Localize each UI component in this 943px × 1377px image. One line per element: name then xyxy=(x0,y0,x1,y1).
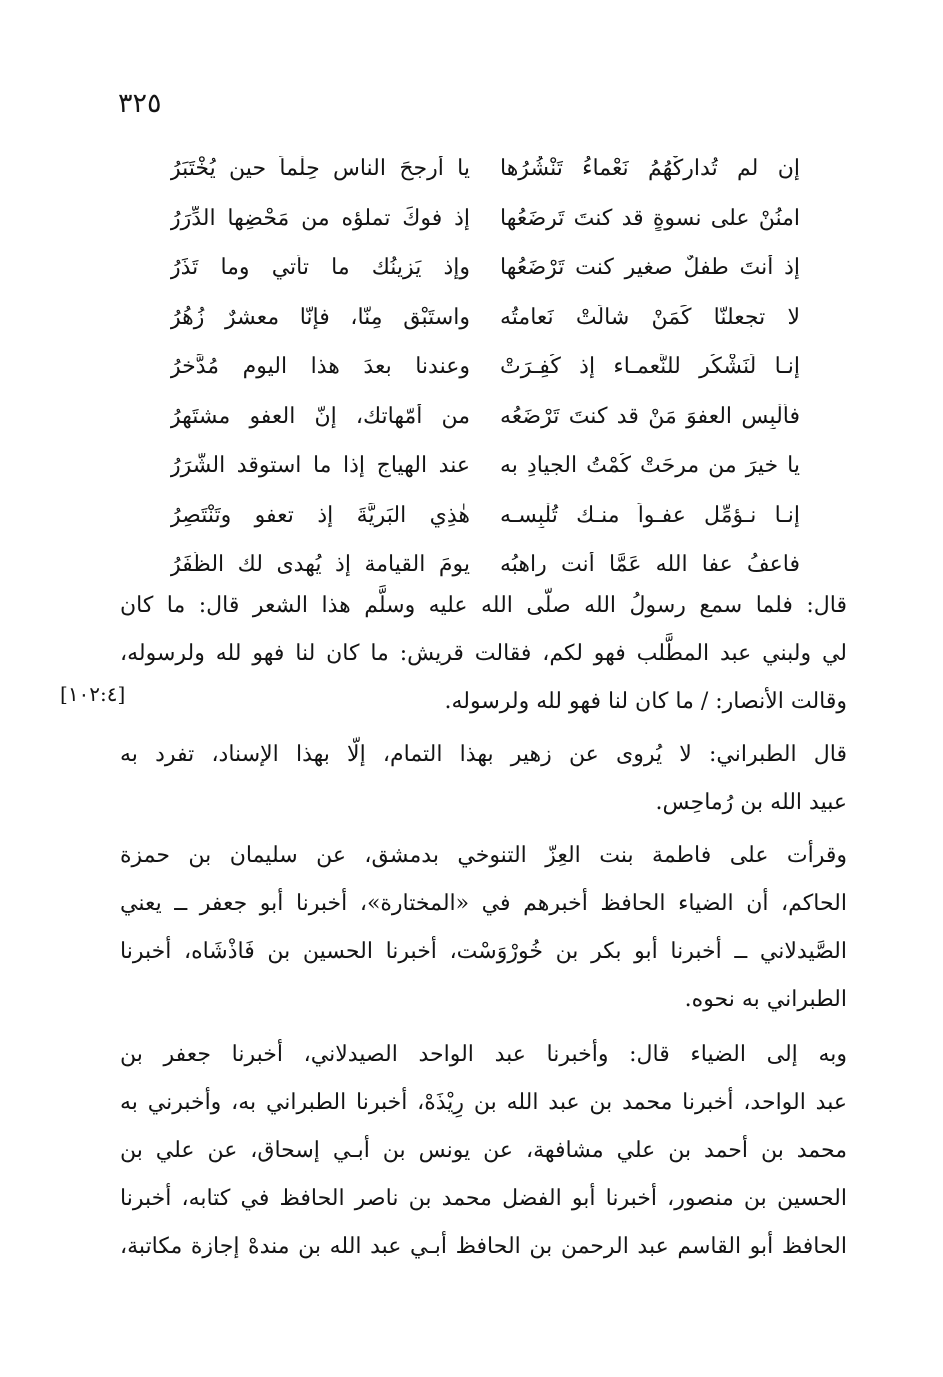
poem-verse xyxy=(170,392,800,442)
second-hemistich: من أمّهاتك، إنّ العفو مشتَهِرُ xyxy=(170,403,470,429)
text-line: وبه إلى الضياء قال: وأخبرنا عبد الواحد الصيدلاني، أخبرنا جعفر بن xyxy=(120,1042,847,1067)
poem-verse xyxy=(170,342,800,392)
poem-verse xyxy=(170,243,800,293)
text-line: الصَّيدلاني ــ أخبرنا أبو بكر بن خُورْوَسْت، أخبرنا الحسين بن فَاذْشَاه، أخبرنا xyxy=(120,939,847,964)
text-line: محمد بن أحمد بن علي مشافهة، عن يونس بن أبـي إسحاق، عن علي بن xyxy=(120,1138,847,1163)
paragraph-chain-fatima xyxy=(120,832,847,1024)
second-hemistich: يا أرجحَ الناس حِلْماً حين يُخْتَبَرُ xyxy=(170,156,470,182)
first-hemistich: إن لم تُداركْهُمُ نَعْماءُ تَنْشُرُها xyxy=(500,156,800,182)
poem-verse xyxy=(170,194,800,244)
text-line: الحاكم، أن الضياء الحافظ أخبرهم في «المختارة»، أخبرنا أبو جعفر ــ يعني xyxy=(120,891,847,916)
second-hemistich: وإذ يَزِينُك ما تأتي وما تَذَرُ xyxy=(170,255,470,281)
first-hemistich: امنُنْ على نسوةٍ قد كنتَ تَرضَعُها xyxy=(500,205,800,231)
first-hemistich: يا خيرَ من مرحَتْ كُمْتُ الجيادِ به xyxy=(500,453,800,479)
text-line: وقالت الأنصار: / ما كان لنا فهو لله ولرسوله. xyxy=(444,689,847,714)
poem-verse xyxy=(170,144,800,194)
first-hemistich: إنـا لَنَشْكُر للنَّعمـاء إذ كُفِـرَتْ xyxy=(500,354,800,380)
first-hemistich: فأَلْبِس العفوَ مَنْ قد كنتَ تَرْضَعُه xyxy=(500,403,800,429)
first-hemistich: لا تجعلنّا كَمَنْ شالَتْ نَعامتُه xyxy=(500,304,800,330)
text-line: عبيد الله بن رُماحِس. xyxy=(655,790,847,815)
poem-verse xyxy=(170,293,800,343)
paragraph-prophet-response xyxy=(120,582,847,726)
volume-reference: [١٠٢:٤] xyxy=(60,682,126,706)
paragraph-tabarani-note xyxy=(120,731,847,827)
second-hemistich: إذ فوكَ تملؤه من مَحْضِها الدِّرَرُ xyxy=(170,205,470,231)
page-number: ٣٢٥ xyxy=(118,88,162,119)
text-line: لي ولبني عبد المطَّلب فهو لكم، فقالت قريش: ما كان لنا فهو لله ولرسوله، xyxy=(120,641,847,666)
poem-verse xyxy=(170,441,800,491)
second-hemistich: واستَبْقِ مِنّا، فإنّا معشرٌ زُهُرُ xyxy=(170,304,470,330)
first-hemistich: إنـا نـؤمِّل عفـواً منـك تُلْبِسـه xyxy=(500,502,800,528)
second-hemistich: يومَ القيامة إذ يُهدى لك الظَّفَرُ xyxy=(170,552,470,578)
text-line: الطبراني به نحوه. xyxy=(684,987,847,1012)
text-line: عبد الواحد، أخبرنا محمد بن عبد الله بن رِيْذَهْ، أخبرنا الطبراني به، وأخبرني به xyxy=(120,1090,847,1115)
paragraph-chain-diya xyxy=(120,1031,847,1271)
text-line: الحسين بن منصور، أخبرنا أبو الفضل محمد بن ناصر الحافظ في كتابه، أخبرنا xyxy=(120,1186,847,1211)
first-hemistich: فاعفُ عفا الله عَمَّا أنت راهبُه xyxy=(500,552,800,578)
second-hemistich: عند الهياج إذا ما استوقد الشَّرَرُ xyxy=(170,453,470,479)
first-hemistich: إذ أنتَ طفلٌ صغير كنت تَرْضَعُها xyxy=(500,255,800,281)
text-line: وقرأت على فاطمة بنت العِزّ التنوخي بدمشق، عن سليمان بن حمزة xyxy=(120,843,847,868)
poem xyxy=(170,144,800,590)
second-hemistich: وعندنا بعدَ هذا اليوم مُدَّخرُ xyxy=(170,354,470,380)
poem-verse xyxy=(170,491,800,541)
text-line: قال الطبراني: لا يُروى عن زهير بهذا التمام، إلّا بهذا الإسناد، تفرد به xyxy=(120,742,847,767)
text-line: قال: فلما سمع رسولُ الله صلّى الله عليه وسلَّم هذا الشعر قال: ما كان xyxy=(120,593,847,618)
text-line: الحافظ أبو القاسم عبد الرحمن بن الحافظ أبـي عبد الله بن مندهْ إجازة مكاتبة، xyxy=(120,1234,847,1259)
second-hemistich: هٰذِي البَرِيَّةَ إذ تعفو وتَنْتَصِرُ xyxy=(170,502,470,528)
